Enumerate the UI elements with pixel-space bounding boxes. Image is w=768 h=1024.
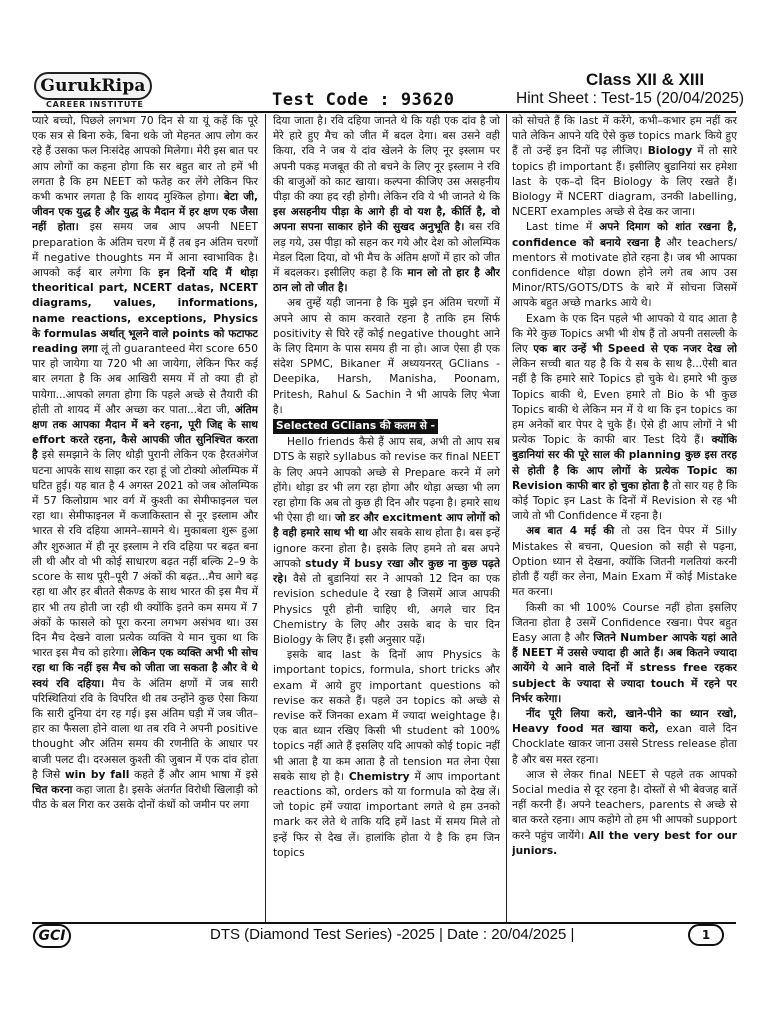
paragraph: नींद पूरी लिया करो, खाने-पीने का ध्यान रखो, Heavy food मत खाया करो, exan वाले दिन Chocklate खाकर जाना उससे Stress release होता है और बस मस्त रहना।: [512, 707, 737, 766]
column-3: [512, 114, 737, 922]
paragraph: दिया जाता है। रवि दहिया जानते थे कि यही एक दांव है जो मेरे हारे हुए मैच को जीत में बदल देगा। बस उसने वही किया, रवि ने जब ये दांव खेलने के लिए नूर इस्लाम पर अपनी पकड़ मजबूत की तो बचने के लिए नूर इस्लाम ने रवि की बाजुओं को काट खाया। कल्पना कीजिए उस असहनीय पीड़ा की क्या हद रही होगी। लेकिन रवि ये भी जानते थे कि इस असहनीय पीड़ा के आगे ही वो यश है, कीर्ति है, वो अपना सपना साकार होने की सुखद अनुभूति है। बस रवि लड़ गये, उस पीड़ा को सहन कर गये और देश को ओलम्पिक मेडल दिला दिया, वो भी मैच के अंतिम क्षणों में हार को जीत में बदलकर। इसीलिए कहा है कि मान लो तो हार है और ठान लो तो जीत है।: [273, 115, 500, 295]
paragraph: आज से लेकर final NEET से पहले तक आपको Social media से दूर रहना है। दोस्तों से भी बेवजह बातें नहीं करनी हैं। अपने teachers, parents से अच्छे से बात करते रहना। आप कहोगे तो हम भी आपको support करने पहुंच जायेंगे। All the very best for our juniors.: [512, 768, 737, 857]
test-code: Test Code : 93620: [272, 90, 455, 110]
header-rule: [32, 111, 736, 113]
paragraph: Exam के एक दिन पहले भी आपको ये याद आता है कि मेरे कुछ Topics अभी भी शेष हैं तो अपनी तसल्ली के लिए एक बार उन्हें भी Speed से एक नजर देख लो लेकिन सच्ची बात यह है कि ये सब के साथ है...ऐसी बात नहीं है कि हमारे सारे Topics हो चुके थे। हमारे भी कुछ Topics बाकी थे, Even हमारे तो Bio के भी कुछ Topics बाकी थे लेकिन मन में ये था कि इन topics का हम अनेकों बार पेपर दे चुके हैं। ऐसे ही आप लोगों ने भी प्रत्येक Topic के काफी बार Test दिये हैं। क्योंकि बुडानियां सर की पूरे साल की planning कुछ इस तरह से होती है कि आप लोगों के प्रत्येक Topic का Revision काफी बार हो चुका होता है तो सार यह है कि कोई Topic इन Last के दिनों में Revision से रह भी जाये तो भी Confidence में रहना है।: [512, 312, 737, 523]
paragraph: अब बात 4 मई की तो उस दिन पेपर में Silly Mistakes से बचना, Quesion को सही से पढ़ना, Option ध्यान से देखना, क्योंकि जितनी गलतियां करनी होती हैं यहीं कर लेना, Main Exam में कोई Mistake मत करना।: [512, 525, 737, 599]
gurukripa-logo: [34, 72, 152, 100]
footer-text: DTS (Diamond Test Series) -2025 | Date : 20/04/2025 |: [210, 926, 575, 943]
logo-subtitle: CAREER INSTITUTE: [46, 100, 144, 109]
column-1: [32, 114, 258, 922]
paragraph: Hello friends कैसे हैं आप सब, अभी तो आप सब DTS के सहारे syllabus को revise कर final NEET के लिए अपने आपको अच्छे से Prepare करने में लगे होंगे। थोड़ा डर भी लग रहा होगा और थोड़ा अच्छा भी लग रहा होगा कि अब तो कुछ ही दिन और पढ़ना है। हमारे साथ भी ऐसा ही था। जो डर और excitment आप लोगों को है वही हमारे साथ भी था और सबके साथ होता है। बस इन्हें ignore करना होता है। इसके लिए हमने तो बस अपने आपको study में busy रखा और कुछ ना कुछ पढ़ते रहे। वैसे तो बुडानियां सर ने आपको 12 दिन का एक revision schedule दे रखा है जिसमें आज आपकी Physics पूरी होनी चाहिए थी, अगले चार दिन Chemistry के लिए और उसके बाद के चार दिन Biology के लिए हैं। इसी अनुसार पढ़ें।: [273, 436, 500, 646]
paragraph: को सोचते हैं कि last में करेंगे, कभी–कभार हम नहीं कर पाते लेकिन आपने यदि ऐसे कुछ topics mark किये हुए हैं तो उन्हें इन दिनों पढ़ लीजिए। Biology में तो सारे topics ही important हैं। इसीलिए बुडानियां सर हमेशा last के एक–दो दिन Biology के लिए रखते हैं। Biology में NCERT diagram, उनकी labelling, NCERT examples अच्छे से देख कर जाना।: [512, 115, 737, 219]
column-divider: [265, 114, 266, 922]
column-2: [273, 114, 500, 922]
class-title: Class XII & XIII: [586, 70, 705, 89]
paragraph: इसके बाद last के दिनों आप Physics के important topics, formula, short tricks और exam में आये हुए important questions को revise कर सकते हैं। पहले उन topics को अच्छे से revise करें जिनका exam में ज्यादा weightage है। एक बात ध्यान रखिए किसी भी student को 100% topics नहीं आते हैं इसलिए यदि आपको कोई topic नहीं भी आता है या कम आता है तो tension मत लेना ऐसा सबके साथ हो है। Chemistry में आप important reactions को, orders को या formula को देख लें। जो topic हमें ज्यादा important लगते थे हम उनको mark कर लेते थे ताकि यदि हमें last में समय मिले तो इन्हें फिर से देख लें। हालांकि होता ये है कि हम जिन topics: [273, 649, 500, 859]
paragraph: अब तुम्हें यही जानना है कि मुझे इन अंतिम चरणों में अपने आप से काम करवाते रहना है ताकि हम सिर्फ positivity से घिरे रहें कोई negative thought आने के लिए दिमाग के पास समय ही ना हो। आज ऐसा ही एक संदेश SPMC, Bikaner में अध्ययनरत् GClians - Deepika, Harsh, Manisha, Poonam, Pritesh, Rahul & Sachin ने भी आपके लिए भेजा है।: [273, 297, 500, 416]
paragraph: किसी का भी 100% Course नहीं होता इसलिए जितना होता है उसमें Confidence रखना। पेपर बहुत Easy आता है और जितने Number आपके यहां आते हैं NEET में उससे ज्यादा ही आते हैं। अब कितने ज्यादा आयेंगे ये आने वाले दिनों में stress free रहकर subject के ज्यादा से ज्यादा touch में रहने पर निर्भर करेगा।: [512, 601, 737, 705]
paragraph: प्यारे बच्चो, पिछले लगभग 70 दिन से या यूं कहें कि पूरे एक सत्र से बिना रुके, बिना थके जो मेहनत आप लोग कर रहे हैं उसका फल निःसंदेह आपको मिलेगा। मेरी इस बात पर आप लोगों का कहना होगा कि सर बहुत बार तो हमें भी लगता है कि हम NEET को फतेह कर लेंगे लेकिन फिर कभी कभार लगता है कि शायद मुश्किल होगा। बेटा जी, जीवन एक युद्ध है और युद्ध के मैदान में हर क्षण एक जैसा नहीं होता। इस समय जब आप अपनी NEET preparation के अंतिम चरण में हैं तब इन अंतिम चरणों में negative thoughts मन में आना स्वाभाविक है। आपको कई बार लगेगा कि इन दिनों यदि मैं थोड़ा theoritical part, NCERT datas, NCERT diagrams, values, informations, name reactions, exceptions, Physics के formulas अर्थात् भूलने वाले points को फटाफट reading लगा लूं तो guaranteed मेरा score 650 पार हो जायेगा या 720 भी आ जायेगा, लेकिन फिर कई बार लगता है कि अब आखिरी समय में तो क्या ही हो पायेगा...आपको लगता होगा कि पहले अच्छे से तैयारी की होती तो शायद में और अच्छा कर पाता...बेटा जी, अंतिम क्षण तक आपका मैदान में बने रहना, पूरी जिद्द के साथ effort करते रहना, कैसे आपकी जीत सुनिश्चित करता है इसे समझाने के लिए थोड़ी पुरानी लेकिन एक हैरतअंगेज घटना आपके साथ साझा कर रहा हूं जो टोक्यो ओलम्पिक में घटित हुई। यह बात है 4 अगस्त 2021 को जब ओलम्पिक में 57 किलोग्राम भार वर्ग में कुश्ती का सेमीफाइनल चल रहा था। सेमीफाइनल में कजाकिस्तान से नूर इस्लाम और भारत से रवि दहिया आमने–सामने थे। मुकाबला शुरू हुआ और शुरुआत में ही नूर इस्लाम ने रवि दहिया पर बढ़त बना ली थी और वो भी कोई साधारण बढ़त नहीं बल्कि 2–9 के score के साथ पूरी–पूरी 7 अंकों की बढ़त...मैच आगे बढ़ रहा था और हर बीतते सैकण्ड के साथ भारत की इस मैच में हार भी तय होती जा रही थी क्योंकि इतने कम समय में 7 अंकों के फासले को पूरा करना लगभग असंभव था। उस दिन मैच देखने वाला प्रत्येक व्यक्ति ये मान चुका था कि भारत इस मैच को हारेगा। लेकिन एक व्यक्ति अभी भी सोच रहा था कि नहीं इस मैच को जीता जा सकता है और वे थे स्वयं रवि दहिया। मैच के अंतिम क्षणों में जब सारी परिस्थितियां रवि के विपरित थी तब उन्होंने कुछ ऐसा किया कि सारी दुनिया दंग रह गई। इस अंतिम घड़ी में जब जीत–हार का फैसला होने वाला था तब रवि ने अपनी positive thought और अंतिम समय की रणनीति के आधार पर बाजी पलट दी। दरअसल कुश्ती की जुबान में एक दांव होता है जिसे win by fall कहते हैं और आम भाषा में इसे चित करना कहा जाता है। इसके अंतर्गत विरोधी खिलाड़ी को पीठ के बल गिरा कर उसके दोनों कंधों को जमीन पर लगा: [32, 115, 258, 812]
footer-rule: [32, 922, 736, 924]
paragraph: Last time में अपने दिमाग को शांत रखना है, confidence को बनाये रखना है और teachers/ mentors से motivate होते रहना है। जब भी आपका confidence थोड़ा down होने लगे तब आप उस Minor/RTS/GOTS/DTS के बारे में सोचना जिसमें आपके बहुत अच्छे marks आये थे।: [512, 221, 737, 310]
hint-sheet-title: Hint Sheet : Test-15 (20/04/2025): [516, 90, 745, 107]
gci-logo: GCI: [33, 924, 71, 948]
column-divider: [506, 114, 507, 922]
page-number: 1: [688, 924, 724, 946]
logo-text: GurukRipa: [40, 76, 146, 96]
section-heading: Selected GClians की कलम से -: [273, 418, 500, 435]
